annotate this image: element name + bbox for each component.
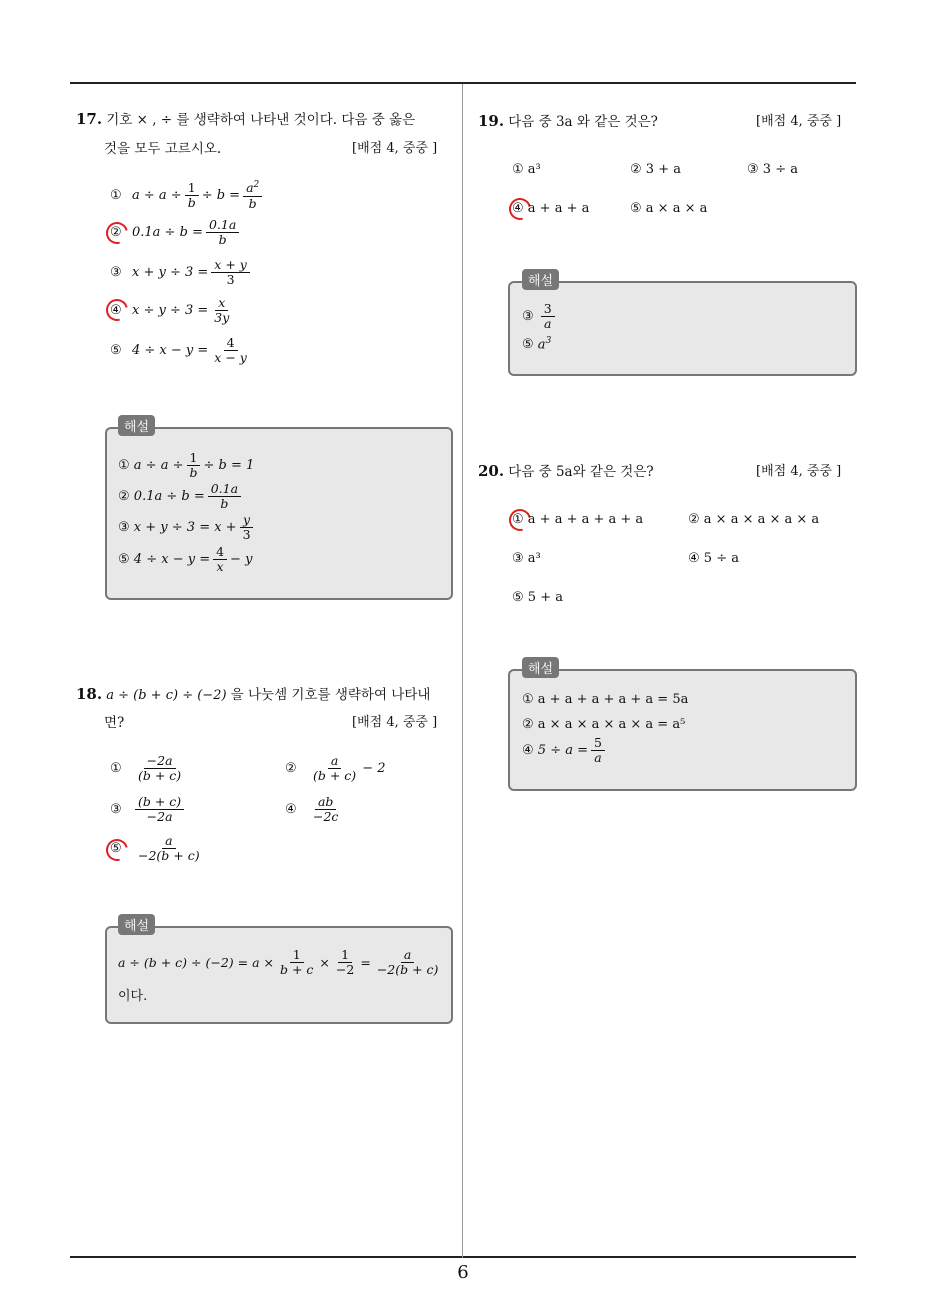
- explanation-label: 해설: [522, 269, 559, 290]
- q17-choice-2[interactable]: ② 0.1a ÷ b = $\frac{0.1a}{b}$: [110, 218, 242, 248]
- question-18-score: [배점 4, 중중 ]: [352, 715, 438, 730]
- question-number: 19.: [478, 112, 505, 130]
- question-20: [478, 460, 654, 480]
- question-number: 20.: [478, 462, 505, 480]
- explanation-label: 해설: [522, 657, 559, 678]
- q19-choice-5[interactable]: ⑤ a × a × a: [630, 201, 708, 216]
- q18-choice-2[interactable]: ② $\frac{a}{(b + c)}$ − 2: [285, 753, 386, 784]
- explanation-line: ① a + a + a + a + a = 5a: [522, 692, 689, 707]
- q17-choice-1[interactable]: ① a ÷ a ÷ $\frac{1}{b}$ ÷ b = $\frac{a^2}{b}$: [110, 180, 265, 211]
- q19-choice-1[interactable]: ① a³: [512, 162, 541, 177]
- question-19-score: [배점 4, 중중 ]: [756, 114, 842, 129]
- explanation-line: ② a × a × a × a × a = a⁵: [522, 717, 686, 732]
- q20-choice-3[interactable]: ③ a³: [512, 551, 541, 566]
- question-text: 다음 중 3a 와 같은 것은?: [508, 114, 658, 130]
- q18-choice-3[interactable]: ③ $\frac{(b + c)}{-2a}$: [110, 795, 187, 825]
- question-17-line2: 것을 모두 고르시오.: [104, 141, 222, 157]
- explanation-tail: 이다.: [118, 989, 148, 1004]
- explanation-line: ② 0.1a ÷ b = $\frac{0.1a}{b}$: [118, 482, 244, 512]
- column-divider: [462, 84, 463, 1258]
- bottom-rule: [70, 1256, 856, 1258]
- q19-choice-4[interactable]: ④ a + a + a: [512, 201, 590, 216]
- explanation-line: ① a ÷ a ÷ $\frac{1}{b}$ ÷ b = 1: [118, 450, 255, 481]
- q20-choice-1[interactable]: ① a + a + a + a + a: [512, 512, 644, 527]
- explanation-line: ⑤ $a^3$: [522, 336, 552, 353]
- explanation-line: ③ x + y ÷ 3 = x + $\frac{y}{3}$: [118, 513, 257, 543]
- q20-choice-2[interactable]: ② a × a × a × a × a: [688, 512, 820, 527]
- question-19: [478, 110, 658, 130]
- explanation-label: 해설: [118, 914, 155, 935]
- q18-choice-4[interactable]: ④ $\frac{ab}{-2c}$: [285, 794, 339, 825]
- question-text: 을 나눗셈 기호를 생략하여 나타내: [230, 687, 431, 703]
- q17-choice-3[interactable]: ③ x + y ÷ 3 = $\frac{x + y}{3}$: [110, 258, 253, 288]
- question-17: [76, 108, 415, 128]
- explanation-line: ③ $\frac{3}{a}$: [522, 302, 558, 332]
- explanation-line: ⑤ 4 ÷ x − y = $\frac{4}{x}$ − y: [118, 544, 253, 575]
- question-20-score: [배점 4, 중중 ]: [756, 464, 842, 479]
- top-rule: [70, 82, 856, 84]
- explanation-line: a ÷ (b + c) ÷ (−2) = a × $\frac{1}{b + c}$ × $\frac{1}{-2}$ = $\frac{a}{-2(b + c)}$: [118, 947, 439, 978]
- question-18: 18. a ÷ (b + c) ÷ (−2) 을 나눗셈 기호를 생략하여 나타내: [76, 685, 431, 703]
- q18-choice-5[interactable]: ⑤ $\frac{a}{-2(b + c)}$: [110, 833, 200, 864]
- q19-choice-2[interactable]: ② 3 + a: [630, 162, 681, 177]
- question-17-score: [배점 4, 중중 ]: [352, 141, 438, 156]
- question-number: 18.: [76, 685, 103, 703]
- question-text: 기호 × , ÷ 를 생략하여 나타낸 것이다. 다음 중 옳은: [106, 112, 416, 128]
- q19-choice-3[interactable]: ③ 3 ÷ a: [747, 162, 798, 177]
- explanation-label: 해설: [118, 415, 155, 436]
- question-18-line2: 면?: [104, 715, 125, 731]
- question-text: 다음 중 5a와 같은 것은?: [508, 464, 654, 480]
- page-number: 6: [457, 1262, 469, 1283]
- question-number: 17.: [76, 110, 103, 128]
- q20-choice-4[interactable]: ④ 5 ÷ a: [688, 551, 739, 566]
- q17-choice-4[interactable]: ④ x ÷ y ÷ 3 = $\frac{x}{3y}$: [110, 295, 230, 326]
- q18-choice-1[interactable]: ① $\frac{-2a}{(b + c)}$: [110, 753, 182, 784]
- q17-choice-5[interactable]: ⑤ 4 ÷ x − y = $\frac{4}{x - y}$: [110, 335, 247, 366]
- explanation-line: ④ 5 ÷ a = $\frac{5}{a}$: [522, 736, 608, 766]
- explanation-box-q19: [508, 281, 857, 376]
- q20-choice-5[interactable]: ⑤ 5 + a: [512, 590, 563, 605]
